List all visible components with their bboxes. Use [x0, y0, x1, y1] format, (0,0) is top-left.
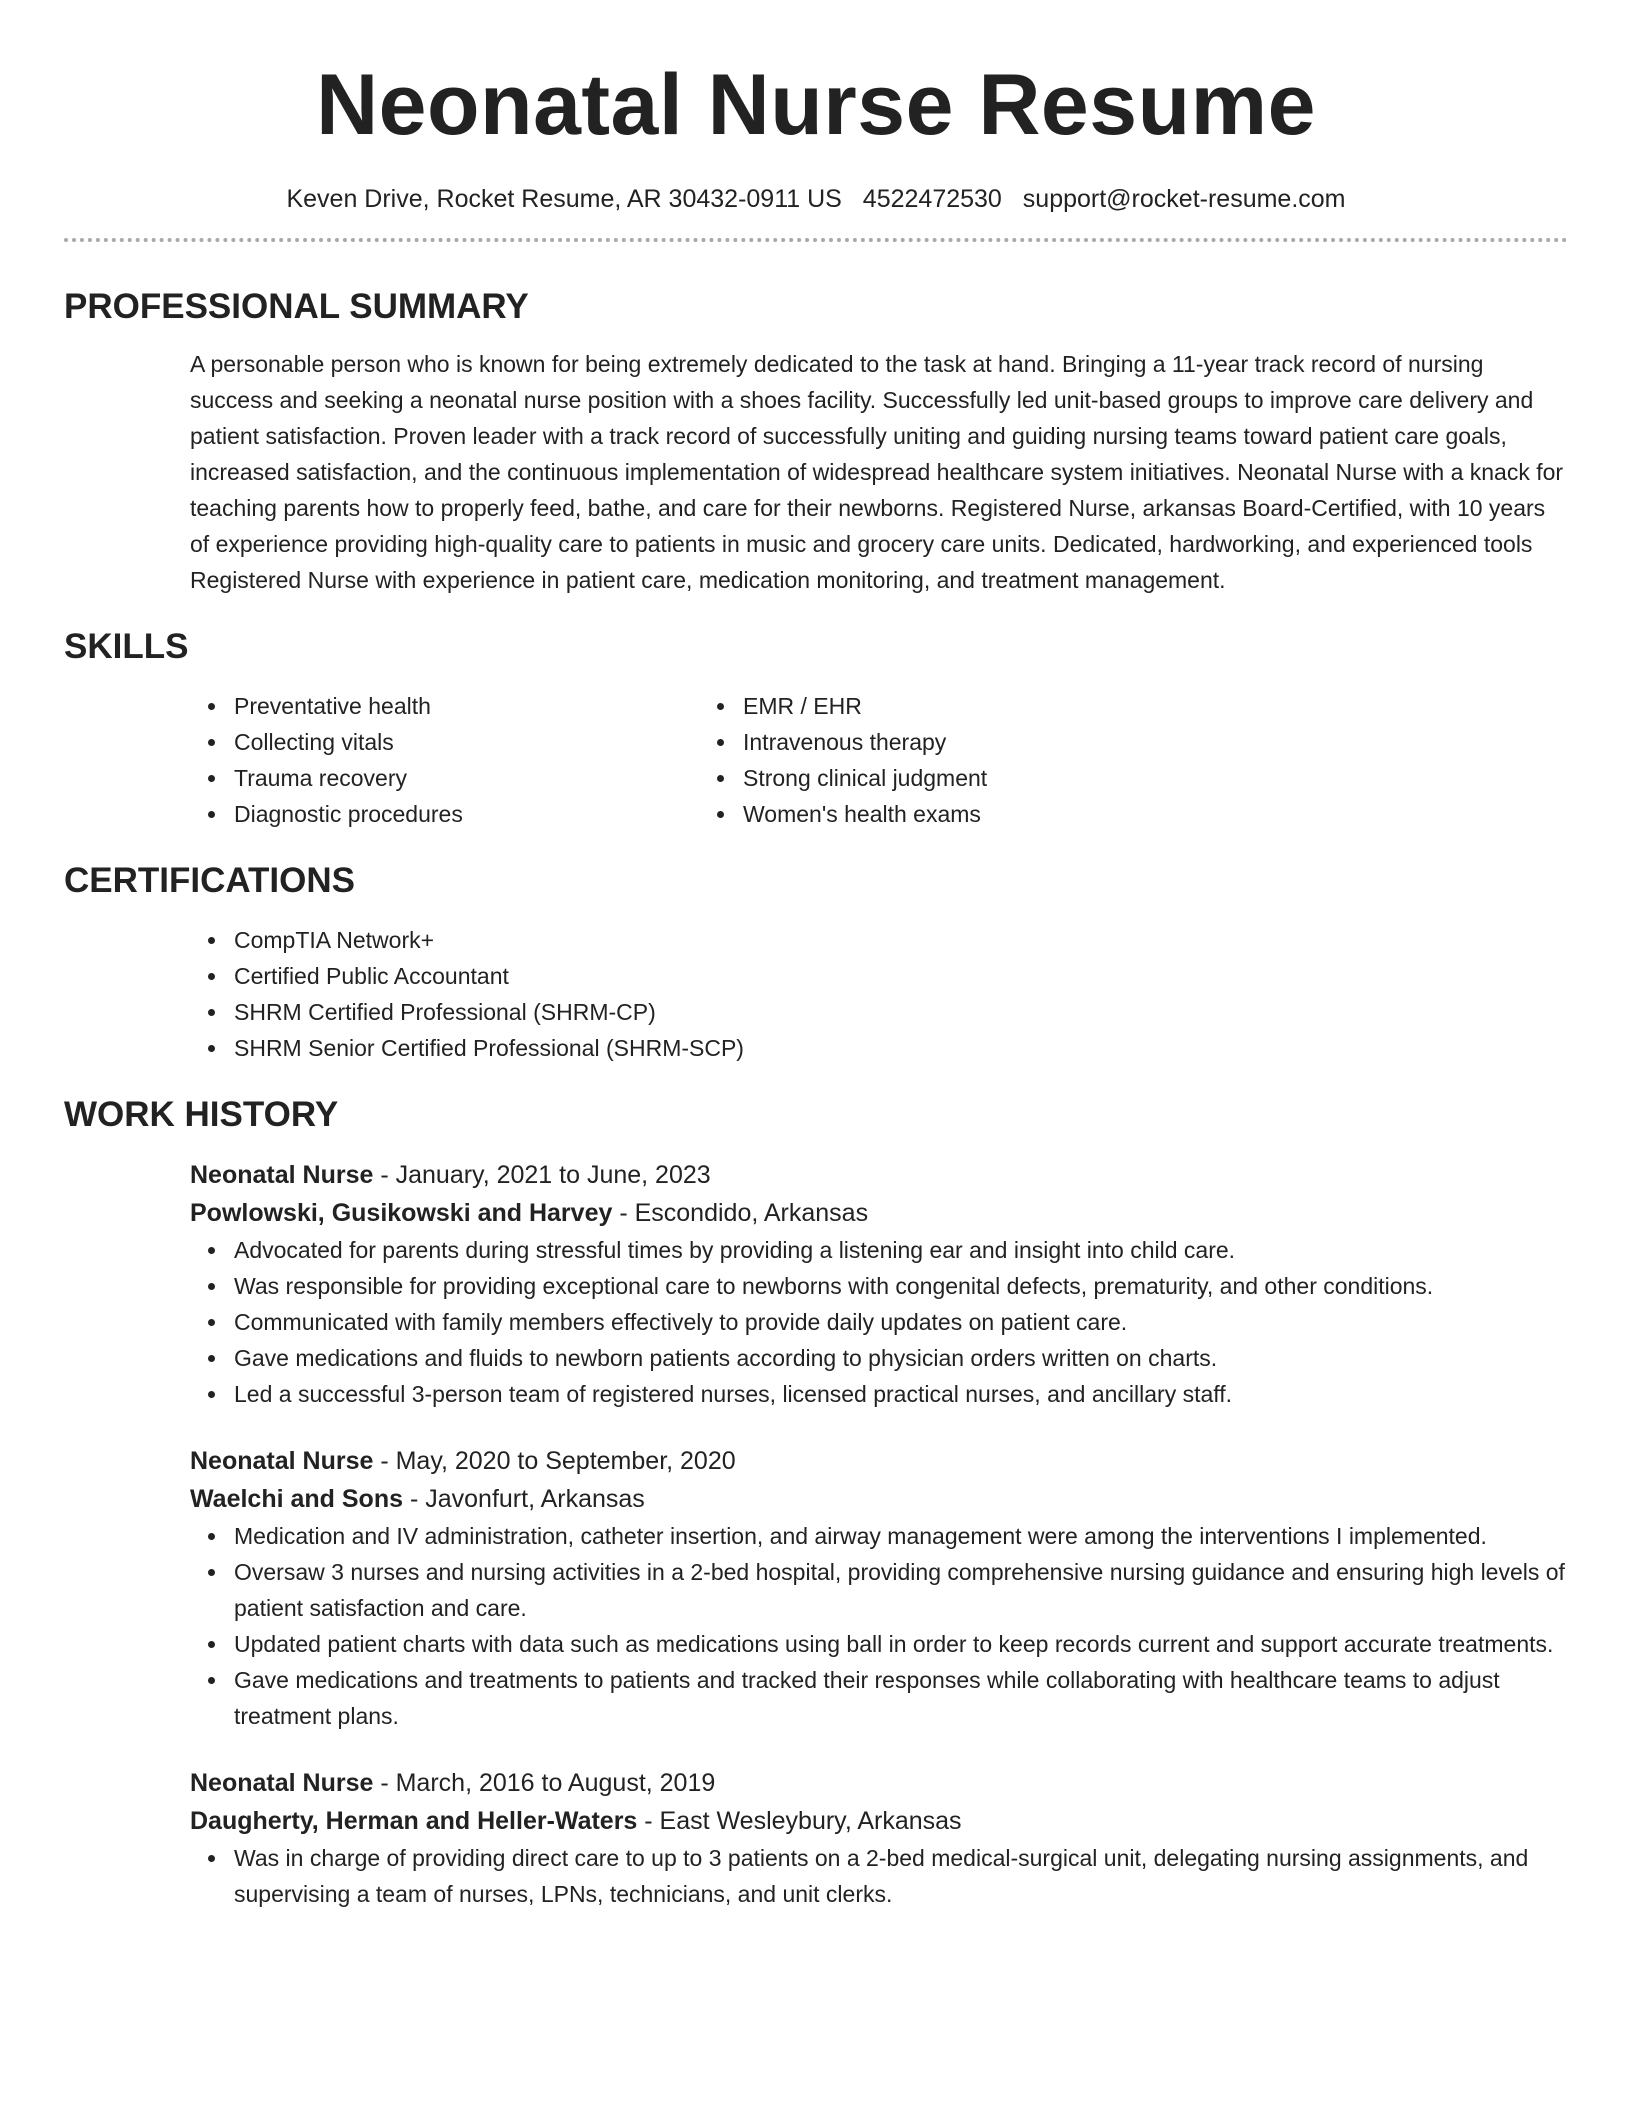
job-dates: - March, 2016 to August, 2019	[373, 1769, 716, 1797]
list-item: Gave medications and treatments to patients and tracked their responses while collaborating with healthcare teams to adjust treatment plans.	[234, 1662, 1568, 1734]
list-item: Communicated with family members effectively to provide daily updates on patient care.	[234, 1304, 1568, 1340]
job-role-line	[190, 1442, 1568, 1480]
contact-email: support@rocket-resume.com	[1022, 185, 1346, 213]
job-role: Neonatal Nurse	[190, 1161, 374, 1189]
list-item: Diagnostic procedures	[234, 796, 743, 832]
skills-columns	[64, 688, 1568, 832]
job-location: - Escondido, Arkansas	[612, 1199, 869, 1227]
list-item: Women's health exams	[743, 796, 1422, 832]
job-company: Powlowski, Gusikowski and Harvey	[190, 1199, 613, 1227]
job-role-line	[190, 1764, 1568, 1802]
list-item: EMR / EHR	[743, 688, 1422, 724]
list-item: Gave medications and fluids to newborn patients according to physician orders written on charts.	[234, 1340, 1568, 1376]
job-entry	[64, 1442, 1568, 1734]
list-item: Strong clinical judgment	[743, 760, 1422, 796]
job-location: - Javonfurt, Arkansas	[403, 1485, 645, 1513]
list-item: SHRM Certified Professional (SHRM-CP)	[234, 994, 1568, 1030]
summary-text: A personable person who is known for being extremely dedicated to the task at hand. Bringing a 11-year track record of nursing success and seeking a neonatal nurse position with a shoes facility. Successfully led unit-based groups to improve care delivery and patient satisfaction. Proven leader with a track record of successfully uniting and guiding nursing teams toward patient care goals, increased satisfaction, and the continuous implementation of widespread healthcare system initiatives. Neonatal Nurse with a knack for teaching parents how to properly feed, bathe, and care for their newborns. Registered Nurse, arkansas Board-Certified, with 10 years of experience providing high-quality care to patients in music and grocery care units. Dedicated, hardworking, and experienced tools Registered Nurse with experience in patient care, medication monitoring, and treatment management.	[190, 351, 1564, 593]
job-company: Daugherty, Herman and Heller-Waters	[190, 1807, 638, 1835]
job-company: Waelchi and Sons	[190, 1485, 404, 1513]
work-history-section	[64, 1094, 1568, 1912]
job-role: Neonatal Nurse	[190, 1769, 374, 1797]
job-role: Neonatal Nurse	[190, 1447, 374, 1475]
list-item: Preventative health	[234, 688, 743, 724]
list-item: Oversaw 3 nurses and nursing activities in a 2-bed hospital, providing comprehensive nursing guidance and ensuring high levels of patient satisfaction and care.	[234, 1554, 1568, 1626]
skills-heading: SKILLS	[64, 627, 189, 666]
certifications-section	[64, 860, 1568, 1066]
job-entry	[64, 1156, 1568, 1412]
job-duties-list	[64, 1518, 1568, 1734]
resume-page	[64, 0, 1568, 1912]
job-dates: - May, 2020 to September, 2020	[373, 1447, 736, 1475]
job-company-line	[190, 1194, 1568, 1232]
job-location: - East Wesleybury, Arkansas	[637, 1807, 962, 1835]
list-item: Led a successful 3-person team of registered nurses, licensed practical nurses, and ancillary staff.	[234, 1376, 1568, 1412]
job-company-line	[190, 1480, 1568, 1518]
list-item: SHRM Senior Certified Professional (SHRM-SCP)	[234, 1030, 1568, 1066]
job-role-line	[190, 1156, 1568, 1194]
job-company-line	[190, 1802, 1568, 1840]
list-item: Medication and IV administration, catheter insertion, and airway management were among the interventions I implemented.	[234, 1518, 1568, 1554]
skills-list-right	[743, 688, 1422, 832]
skills-column-right	[743, 688, 1422, 832]
list-item: Updated patient charts with data such as medications using ball in order to keep records current and support accurate treatments.	[234, 1626, 1568, 1662]
work-history-heading: WORK HISTORY	[64, 1095, 339, 1134]
job-dates: - January, 2021 to June, 2023	[373, 1161, 711, 1189]
skills-section	[64, 626, 1568, 832]
list-item: Certified Public Accountant	[234, 958, 1568, 994]
contact-phone: 4522472530	[862, 185, 1002, 213]
job-duties-list	[64, 1840, 1568, 1912]
list-item: Was responsible for providing exceptional care to newborns with congenital defects, prematurity, and other conditions.	[234, 1268, 1568, 1304]
list-item: Trauma recovery	[234, 760, 743, 796]
header-divider	[64, 238, 1568, 242]
summary-heading: PROFESSIONAL SUMMARY	[64, 287, 529, 326]
skills-column-left	[64, 688, 743, 832]
job-duties-list	[64, 1232, 1568, 1412]
certifications-heading: CERTIFICATIONS	[64, 861, 356, 900]
contact-address: Keven Drive, Rocket Resume, AR 30432-0911 US	[286, 185, 842, 213]
resume-title: Neonatal Nurse Resume	[316, 57, 1316, 153]
summary-section	[64, 286, 1568, 598]
certifications-list	[64, 922, 1568, 1066]
list-item: Collecting vitals	[234, 724, 743, 760]
skills-list-left	[64, 688, 743, 832]
job-entry	[64, 1764, 1568, 1912]
list-item: CompTIA Network+	[234, 922, 1568, 958]
contact-line	[64, 184, 1568, 214]
list-item: Was in charge of providing direct care to up to 3 patients on a 2-bed medical-surgical unit, delegating nursing assignments, and supervising a team of nurses, LPNs, technicians, and unit clerks.	[234, 1840, 1568, 1912]
list-item: Intravenous therapy	[743, 724, 1422, 760]
list-item: Advocated for parents during stressful times by providing a listening ear and insight into child care.	[234, 1232, 1568, 1268]
